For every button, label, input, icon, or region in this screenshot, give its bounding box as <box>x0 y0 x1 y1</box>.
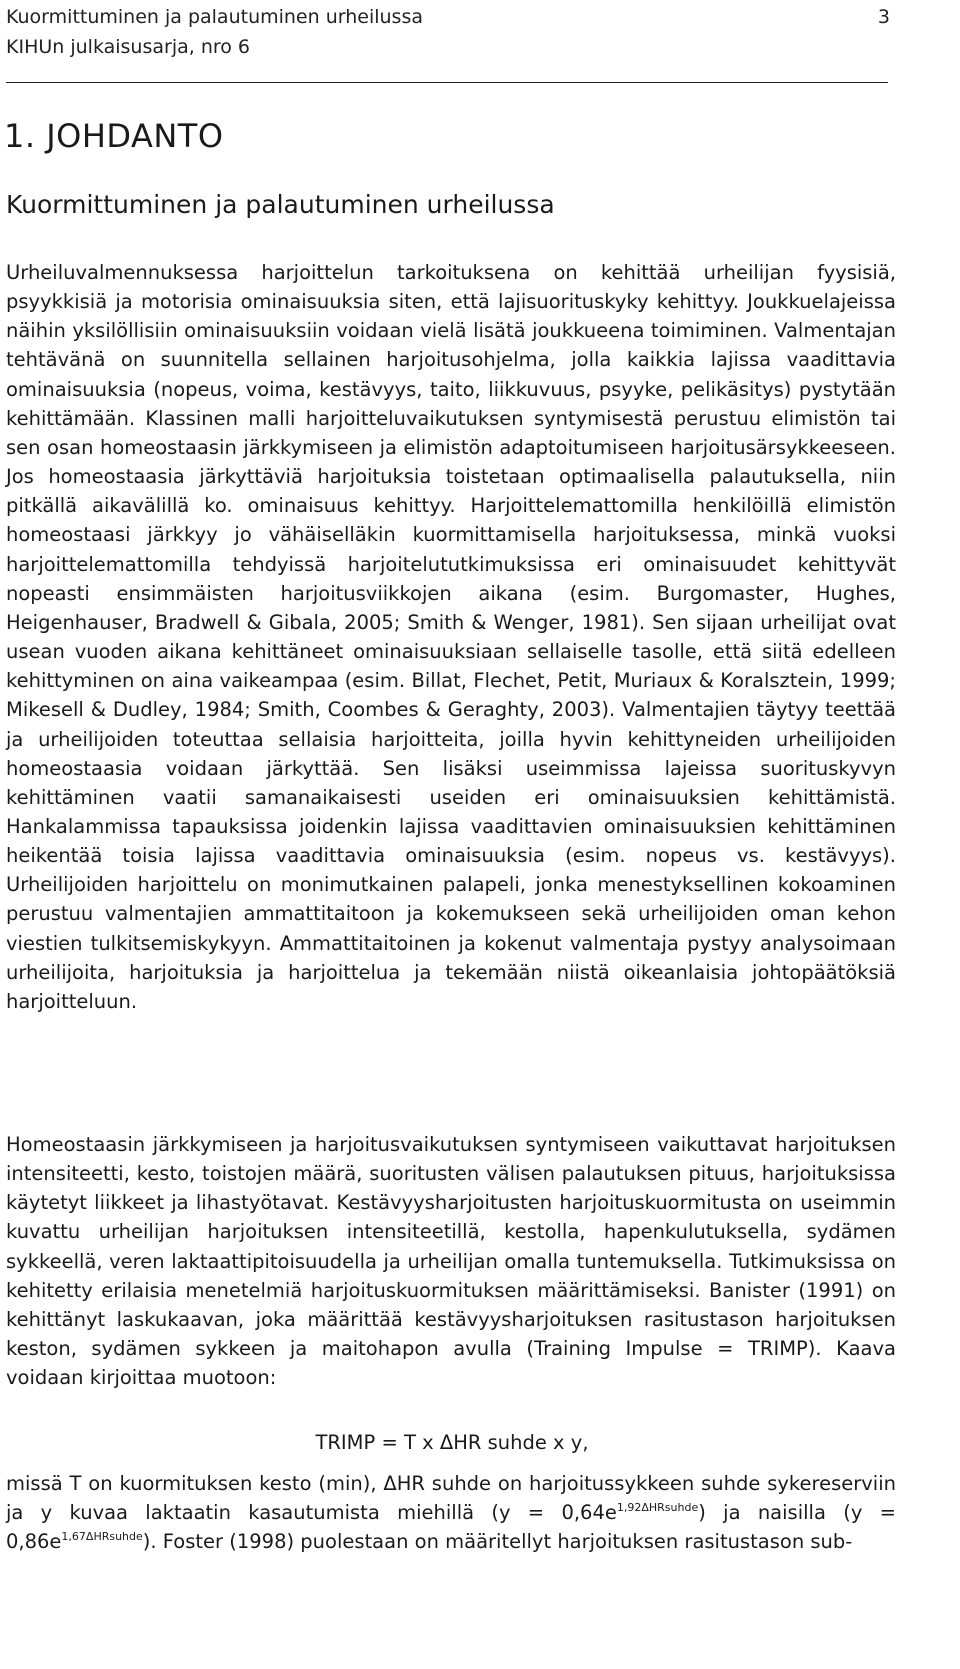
running-header <box>6 2 890 62</box>
body-paragraph-1: Urheiluvalmennuksessa harjoittelun tarkoituksena on kehittää urheilijan fyysisiä, psyykkisiä ja motorisia ominaisuuksia siten, että lajisuorituskyky kehittyy. Joukkuelajeissa näihin yksilöllisiin ominaisuuksiin voidaan vielä lisätä joukkueena toimiminen. Valmentajan tehtävänä on suunnitella sellainen harjoitusohjelma, jolla kaikkia lajissa vaadittavia ominaisuuksia (nopeus, voima, kestävyys, taito, liikkuvuus, psyyke, pelikäsitys) pystytään kehittämään. Klassinen malli harjoitteluvaikutuksen syntymisestä perustuu elimistön tai sen osan homeostaasin järkkymiseen ja elimistön adaptoitumiseen harjoitusärsykkeeseen. Jos homeostaasia järkyttäviä harjoituksia toistetaan optimaalisella palautuksella, niin pitkällä aikavälillä ko. ominaisuus kehittyy. Harjoittelemattomilla henkilöillä elimistön homeostaasi järkkyy jo vähäiselläkin kuormittamisella harjoituksessa, minkä vuoksi harjoittelemattomilla tehdyissä harjoitelututkimuksissa eri ominaisuudet kehittyvät nopeasti ensimmäisten harjoitusviikkojen aikana (esim. Burgomaster, Hughes, Heigenhauser, Bradwell & Gibala, 2005; Smith & Wenger, 1981). Sen sijaan urheilijat ovat usean vuoden aikana kehittäneet ominaisuuksiaan sellaiselle tasolle, että siitä edelleen kehittyminen on aina vaikeampaa (esim. Billat, Flechet, Petit, Muriaux & Koralsztein, 1999; Mikesell & Dudley, 1984; Smith, Coombes & Geraghty, 2003). Valmentajien täytyy teettää ja urheilijoiden toteuttaa sellaisia harjoitteita, joilla hyvin kehittyneiden urheilijoiden homeostaasia voidaan järkyttää. Sen lisäksi useimmissa lajeissa suorituskyvyn kehittäminen vaatii samanaikaisesti useiden eri ominaisuuksien kehittämistä. Hankalammissa tapauksissa joidenkin lajissa vaadittavien ominaisuuksien kehittäminen heikentää toisia lajissa vaadittavia ominaisuuksia (esim. nopeus vs. kestävyys). Urheilijoiden harjoittelu on monimutkainen palapeli, jonka menestyksellinen kokoaminen perustuu valmentajien ammattitaitoon ja kokemukseen sekä urheilijoiden oman kehon viestien tulkitsemiskykyyn. Ammattitaitoinen ja kokenut valmentaja pystyy analysoimaan urheilijoita, harjoituksia ja harjoittelua ja tekemään niistä oikeanlaisia johtopäätöksiä harjoitteluun. <box>6 261 896 1013</box>
body-paragraph-3 <box>6 1469 896 1556</box>
header-series: KIHUn julkaisusarja, nro 6 <box>6 36 251 58</box>
exponent-women: 1,67ΔHRsuhde <box>61 1530 143 1544</box>
exponent-men: 1,92ΔHRsuhde <box>616 1501 699 1515</box>
header-divider <box>6 82 888 83</box>
para3-text-b: ) ja naisilla (y = 0,86e <box>6 1501 896 1554</box>
header-publication-title: Kuormittuminen ja palautuminen urheilussa <box>6 6 423 28</box>
section-title: Kuormittuminen ja palautuminen urheilussa <box>6 190 555 219</box>
body-paragraph-2: Homeostaasin järkkymiseen ja harjoitusvaikutuksen syntymiseen vaikuttavat harjoituksen intensiteetti, kesto, toistojen määrä, suoritusten välisen palautuksen pituus, harjoituksissa käytetyt liikkeet ja lihastyötavat. Kestävyysharjoitusten harjoituskuormitusta on useimmin kuvattu urheilijan harjoituksen intensiteetillä, kestolla, hapenkulutuksella, sydämen sykkeellä, veren laktaattipitoisuudella ja urheilijan omalla tuntemuksella. Tutkimuksissa on kehitetty erilaisia menetelmiä harjoituskuormituksen määrittämiseksi. Banister (1991) on kehittänyt laskukaavan, joka määrittää kestävyysharjoituksen rasitustason harjoituksen keston, sydämen sykkeen ja maitohapon avulla (Training Impulse = TRIMP). Kaava voidaan kirjoittaa muotoon: <box>6 1133 896 1390</box>
page-number: 3 <box>877 6 890 28</box>
para3-text-a: missä T on kuormituksen kesto (min), ΔHR suhde on harjoitussykkeen suhde sykereserviin ja y kuvaa laktaatin kasautumista miehillä (y = 0,64e <box>6 1472 896 1525</box>
para3-text-c: ). Foster (1998) puolestaan on määritellyt harjoituksen rasitustason sub- <box>142 1530 853 1554</box>
trimp-formula: TRIMP = T x ΔHR suhde x y, <box>315 1431 589 1454</box>
chapter-title: 1. JOHDANTO <box>4 117 224 155</box>
